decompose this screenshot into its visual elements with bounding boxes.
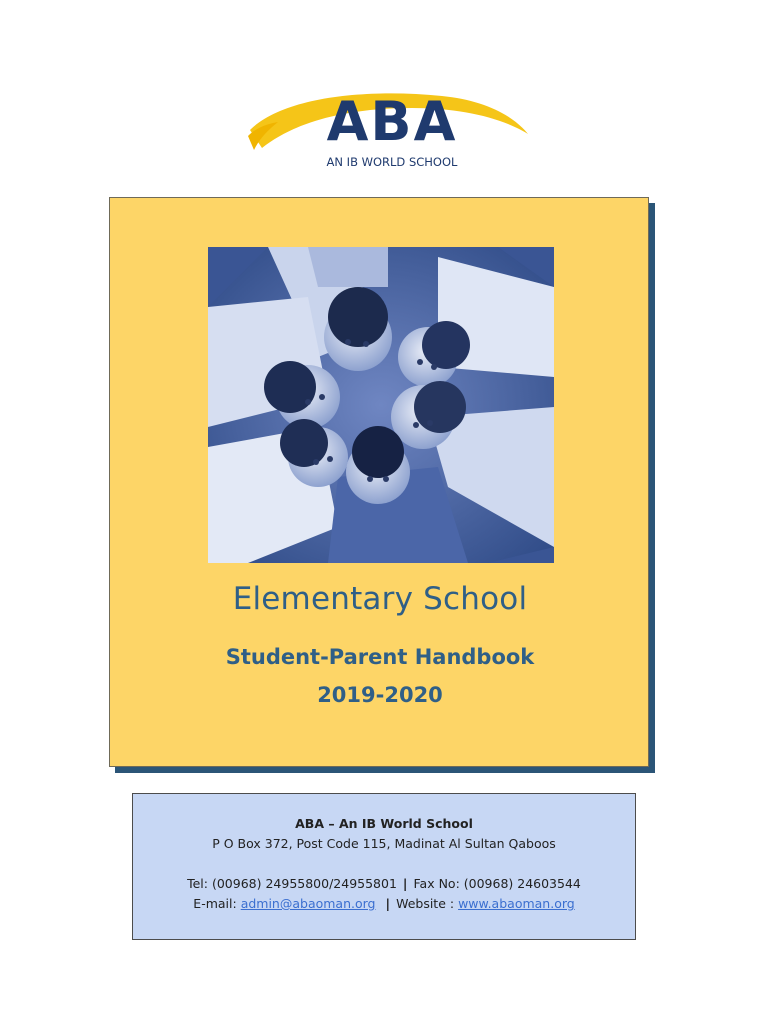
- fax-text: Fax No: (00968) 24603544: [413, 876, 581, 891]
- contact-info-box: [132, 793, 636, 940]
- handbook-subtitle: Student-Parent Handbook: [225, 645, 535, 669]
- cover-panel: [109, 197, 649, 767]
- phone-fax-line: [133, 876, 635, 891]
- website-label: Website :: [396, 896, 455, 911]
- logo-swoosh-icon: [242, 78, 532, 178]
- email-label: E-mail:: [193, 896, 237, 911]
- telephone-text: Tel: (00968) 24955800/24955801: [187, 876, 397, 891]
- school-address: P O Box 372, Post Code 115, Madinat Al Sultan Qaboos: [212, 836, 556, 851]
- school-year: 2019-2020: [317, 683, 443, 707]
- email-website-line: [133, 896, 635, 911]
- school-name: ABA – An IB World School: [295, 816, 473, 831]
- page-title: Elementary School: [232, 581, 528, 617]
- website-link[interactable]: www.abaoman.org: [458, 896, 575, 911]
- aba-logo: [242, 78, 532, 178]
- logo-tagline: AN IB WORLD SCHOOL: [326, 155, 458, 169]
- logo-name: ABA: [326, 90, 458, 153]
- separator: |: [385, 896, 391, 911]
- students-photo: [208, 247, 554, 563]
- email-link[interactable]: admin@abaoman.org: [240, 896, 376, 911]
- separator: |: [402, 876, 408, 891]
